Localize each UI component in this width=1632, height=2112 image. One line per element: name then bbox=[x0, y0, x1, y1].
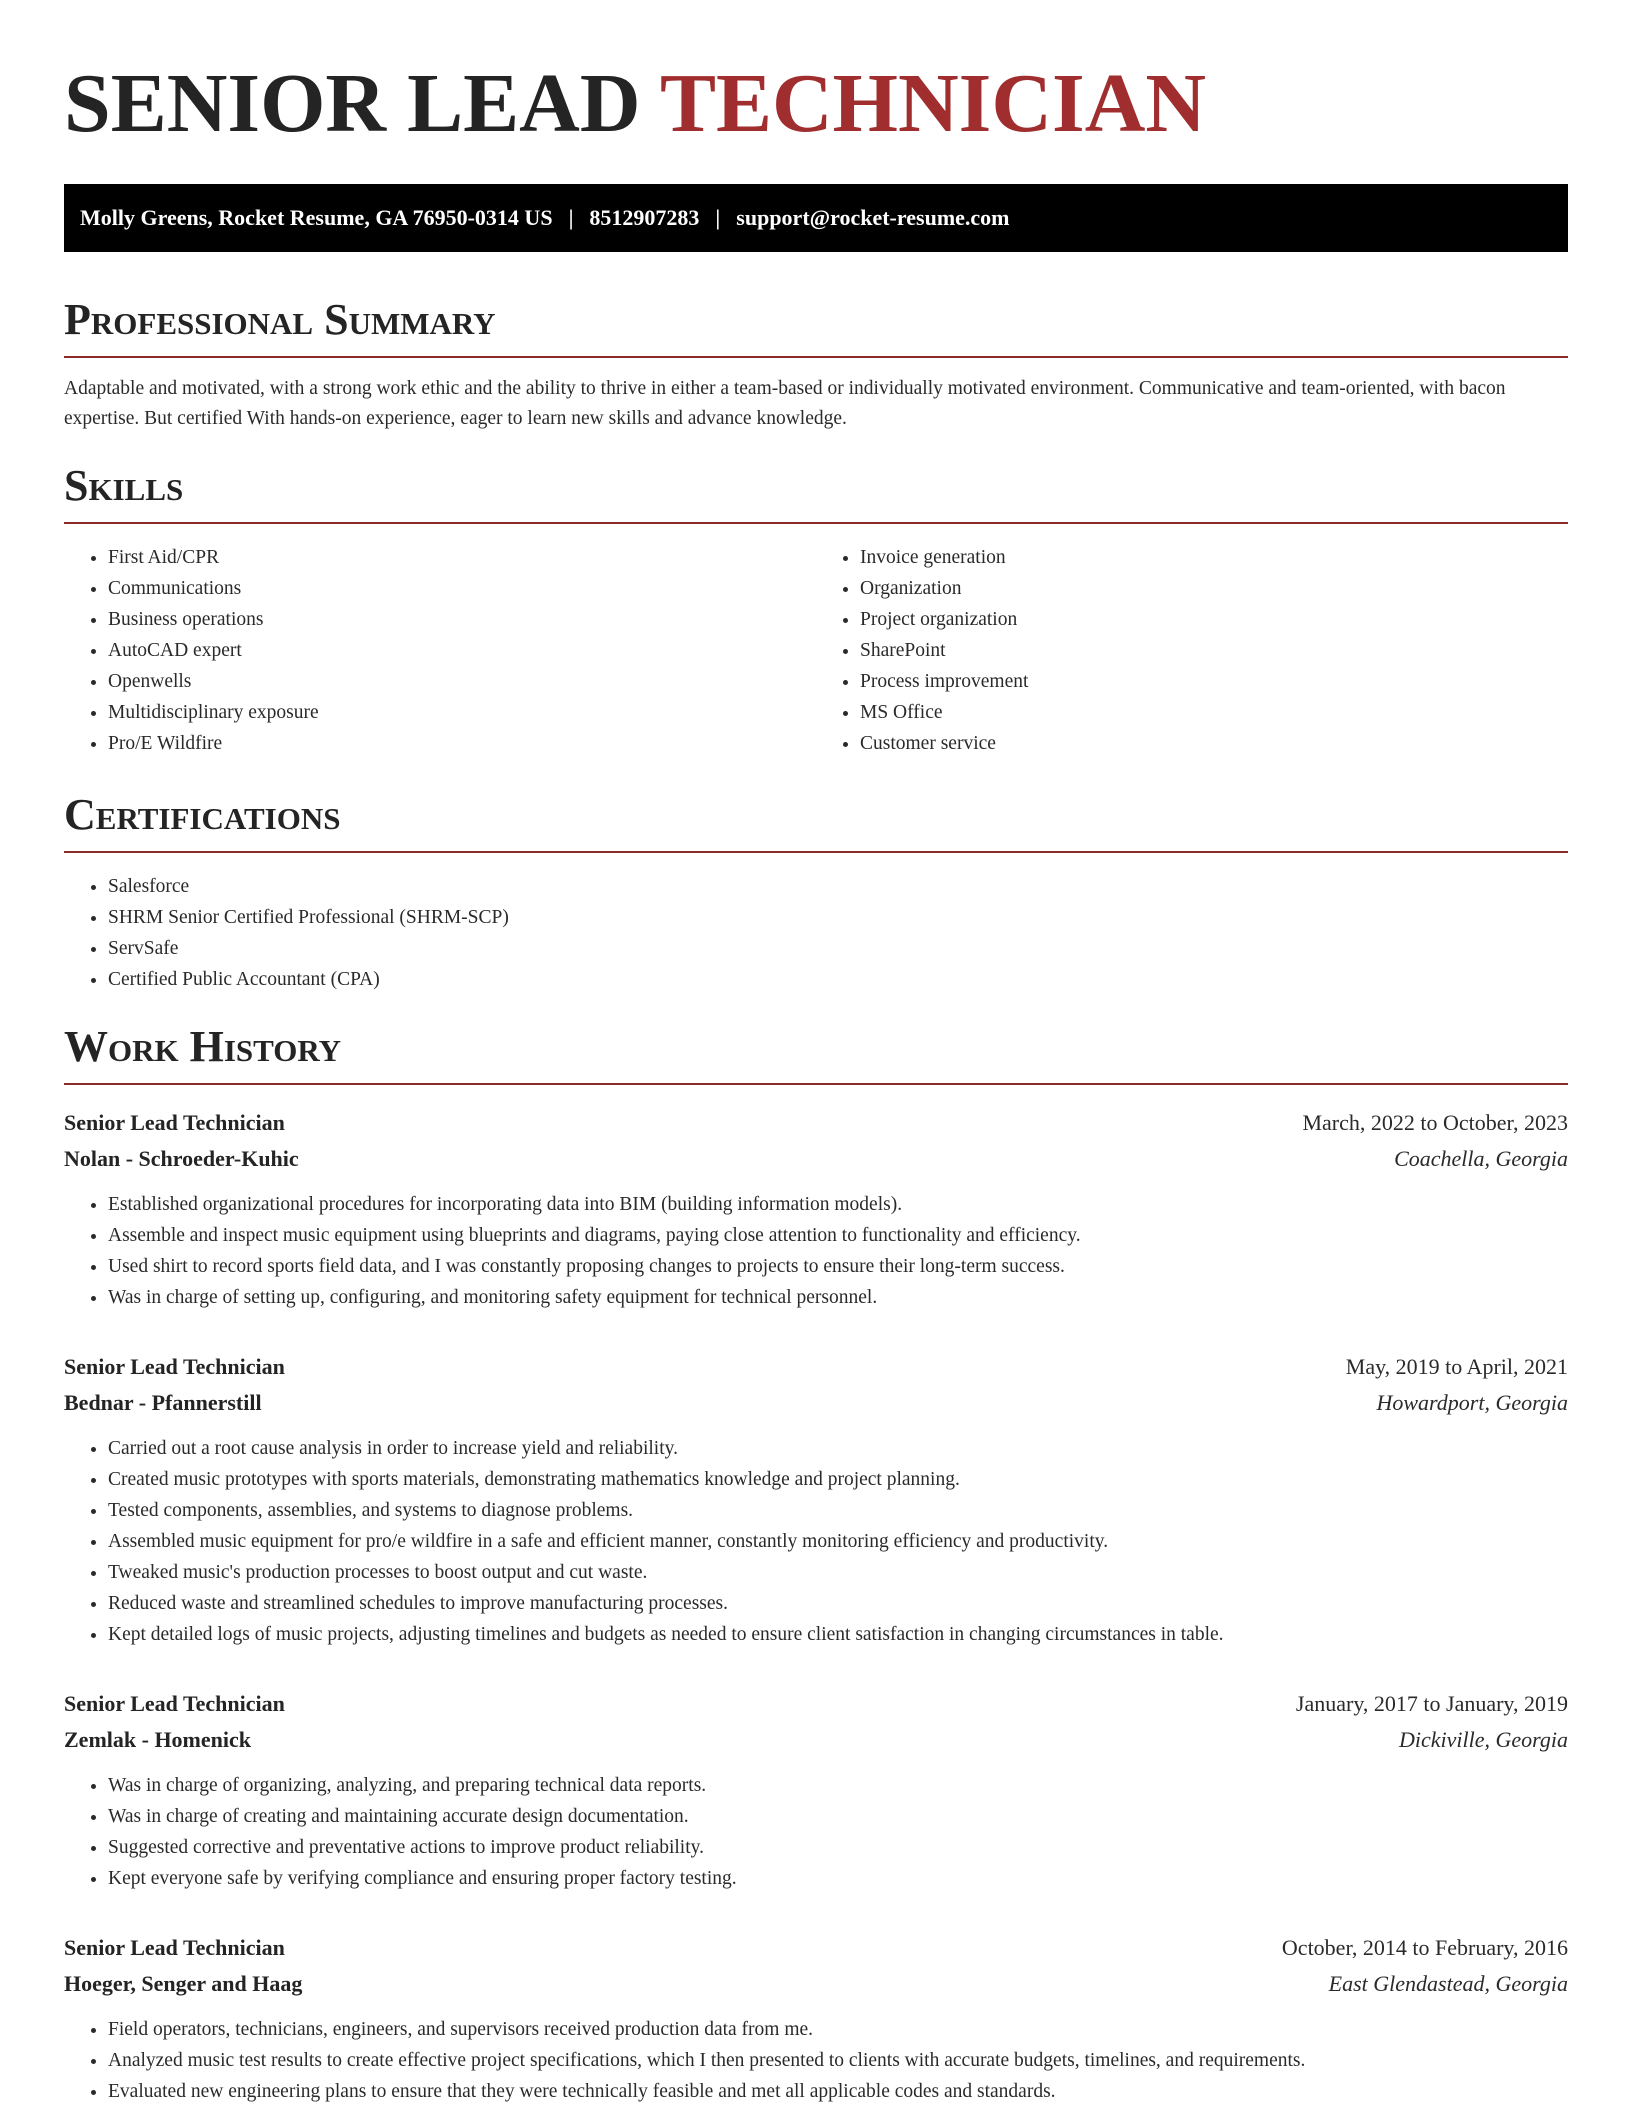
job-bullets bbox=[64, 1189, 1568, 1313]
list-item: • Salesforce bbox=[108, 871, 1568, 902]
list-item: • Was in charge of setting up, configuring, and monitoring safety equipment for technical personnel. bbox=[108, 1282, 1568, 1313]
list-item: • Business operations bbox=[108, 604, 816, 635]
job-dates: January, 2017 to January, 2019 bbox=[1295, 1691, 1568, 1716]
list-item: • Tested components, assemblies, and systems to diagnose problems. bbox=[108, 1495, 1568, 1526]
list-item: • MS Office bbox=[860, 697, 1568, 728]
list-item: • Assemble and inspect music equipment using blueprints and diagrams, paying close attention to functionality and efficiency. bbox=[108, 1220, 1568, 1251]
title-first: SENIOR LEAD bbox=[64, 57, 641, 150]
job-company-row bbox=[64, 1966, 1568, 2002]
list-item: • Used shirt to record sports field data, and I was constantly proposing changes to projects to ensure their long-term success. bbox=[108, 1251, 1568, 1282]
contact-phone: 8512907283 bbox=[589, 205, 700, 230]
job-bullets bbox=[64, 2014, 1568, 2107]
list-item: • Pro/E Wildfire bbox=[108, 728, 816, 759]
job-header-row bbox=[64, 1349, 1568, 1385]
section-summary bbox=[64, 295, 1568, 434]
resume-title bbox=[64, 56, 1568, 152]
job-header-row bbox=[64, 1686, 1568, 1722]
list-item: • Kept detailed logs of music projects, adjusting timelines and budgets as needed to ensure client satisfaction in changing circumstances in table. bbox=[108, 1619, 1568, 1650]
list-item: • Openwells bbox=[108, 666, 816, 697]
list-item: • Organization bbox=[860, 573, 1568, 604]
job-location: Dickiville, Georgia bbox=[1398, 1727, 1568, 1752]
list-item: • Multidisciplinary exposure bbox=[108, 697, 816, 728]
certifications-list bbox=[64, 871, 1568, 995]
list-item: • ServSafe bbox=[108, 933, 1568, 964]
list-item: • AutoCAD expert bbox=[108, 635, 816, 666]
job-bullets bbox=[64, 1433, 1568, 1650]
section-heading: Skills bbox=[64, 464, 1568, 524]
list-item: • Invoice generation bbox=[860, 542, 1568, 573]
job-dates: October, 2014 to February, 2016 bbox=[1281, 1935, 1568, 1960]
list-item: • SharePoint bbox=[860, 635, 1568, 666]
contact-email: support@rocket-resume.com bbox=[736, 205, 1010, 230]
job-company-row bbox=[64, 1141, 1568, 1177]
job-company: Hoeger, Senger and Haag bbox=[64, 1971, 303, 1996]
section-heading: Professional Summary bbox=[64, 298, 1568, 358]
job-company-row bbox=[64, 1722, 1568, 1758]
contact-separator: | bbox=[715, 205, 721, 230]
list-item: • Tweaked music's production processes to boost output and cut waste. bbox=[108, 1557, 1568, 1588]
list-item: • Process improvement bbox=[860, 666, 1568, 697]
skills-columns bbox=[64, 542, 1568, 759]
list-item: • Was in charge of creating and maintaining accurate design documentation. bbox=[108, 1801, 1568, 1832]
summary-text: Adaptable and motivated, with a strong work ethic and the ability to thrive in either a team-based or individually motivated environment. Communicative and team-oriented, with bacon expertise. But certified With hands-on experience, eager to learn new skills and advance knowledge. bbox=[64, 378, 1506, 429]
list-item: • Field operators, technicians, engineers, and supervisors received production data from me. bbox=[108, 2014, 1568, 2045]
title-last: TECHNICIAN bbox=[659, 57, 1207, 150]
list-item: • Kept everyone safe by verifying compliance and ensuring proper factory testing. bbox=[108, 1863, 1568, 1894]
job-title: Senior Lead Technician bbox=[64, 1691, 285, 1716]
job-entry bbox=[64, 1349, 1568, 1650]
list-item: • Customer service bbox=[860, 728, 1568, 759]
list-item: • Communications bbox=[108, 573, 816, 604]
job-company-row bbox=[64, 1385, 1568, 1421]
list-item: • Carried out a root cause analysis in order to increase yield and reliability. bbox=[108, 1433, 1568, 1464]
job-dates: March, 2022 to October, 2023 bbox=[1302, 1110, 1568, 1135]
section-skills bbox=[64, 461, 1568, 759]
job-dates: May, 2019 to April, 2021 bbox=[1345, 1354, 1568, 1379]
contact-separator: | bbox=[568, 205, 574, 230]
contact-bar bbox=[64, 184, 1568, 252]
list-item: • Project organization bbox=[860, 604, 1568, 635]
list-item: • First Aid/CPR bbox=[108, 542, 816, 573]
job-title: Senior Lead Technician bbox=[64, 1110, 285, 1135]
job-location: Howardport, Georgia bbox=[1376, 1390, 1568, 1415]
skills-list-left bbox=[64, 542, 816, 759]
job-location: East Glendastead, Georgia bbox=[1328, 1971, 1568, 1996]
list-item: • Was in charge of organizing, analyzing, and preparing technical data reports. bbox=[108, 1770, 1568, 1801]
section-certifications bbox=[64, 790, 1568, 995]
job-entry bbox=[64, 1930, 1568, 2107]
job-header-row bbox=[64, 1930, 1568, 1966]
job-company: Nolan - Schroeder-Kuhic bbox=[64, 1146, 299, 1171]
list-item: • Certified Public Accountant (CPA) bbox=[108, 964, 1568, 995]
jobs-container bbox=[64, 1105, 1568, 2107]
list-item: • Suggested corrective and preventative actions to improve product reliability. bbox=[108, 1832, 1568, 1863]
section-heading: Work History bbox=[64, 1025, 1568, 1085]
list-item: • Assembled music equipment for pro/e wildfire in a safe and efficient manner, constantly monitoring efficiency and productivity. bbox=[108, 1526, 1568, 1557]
job-company: Zemlak - Homenick bbox=[64, 1727, 251, 1752]
list-item: • Established organizational procedures for incorporating data into BIM (building information models). bbox=[108, 1189, 1568, 1220]
job-title: Senior Lead Technician bbox=[64, 1354, 285, 1379]
job-entry bbox=[64, 1105, 1568, 1313]
job-entry bbox=[64, 1686, 1568, 1894]
job-title: Senior Lead Technician bbox=[64, 1935, 285, 1960]
list-item: • Evaluated new engineering plans to ensure that they were technically feasible and met all applicable codes and standards. bbox=[108, 2076, 1568, 2107]
job-location: Coachella, Georgia bbox=[1394, 1146, 1568, 1171]
skills-list-right bbox=[816, 542, 1568, 759]
list-item: • Analyzed music test results to create effective project specifications, which I then presented to clients with accurate budgets, timelines, and requirements. bbox=[108, 2045, 1568, 2076]
contact-address: Molly Greens, Rocket Resume, GA 76950-0314 US bbox=[80, 205, 553, 230]
section-heading: Certifications bbox=[64, 793, 1568, 853]
list-item: • Reduced waste and streamlined schedules to improve manufacturing processes. bbox=[108, 1588, 1568, 1619]
job-company: Bednar - Pfannerstill bbox=[64, 1390, 262, 1415]
section-work-history bbox=[64, 1022, 1568, 2107]
list-item: • SHRM Senior Certified Professional (SHRM-SCP) bbox=[108, 902, 1568, 933]
job-bullets bbox=[64, 1770, 1568, 1894]
list-item: • Created music prototypes with sports materials, demonstrating mathematics knowledge and project planning. bbox=[108, 1464, 1568, 1495]
job-header-row bbox=[64, 1105, 1568, 1141]
